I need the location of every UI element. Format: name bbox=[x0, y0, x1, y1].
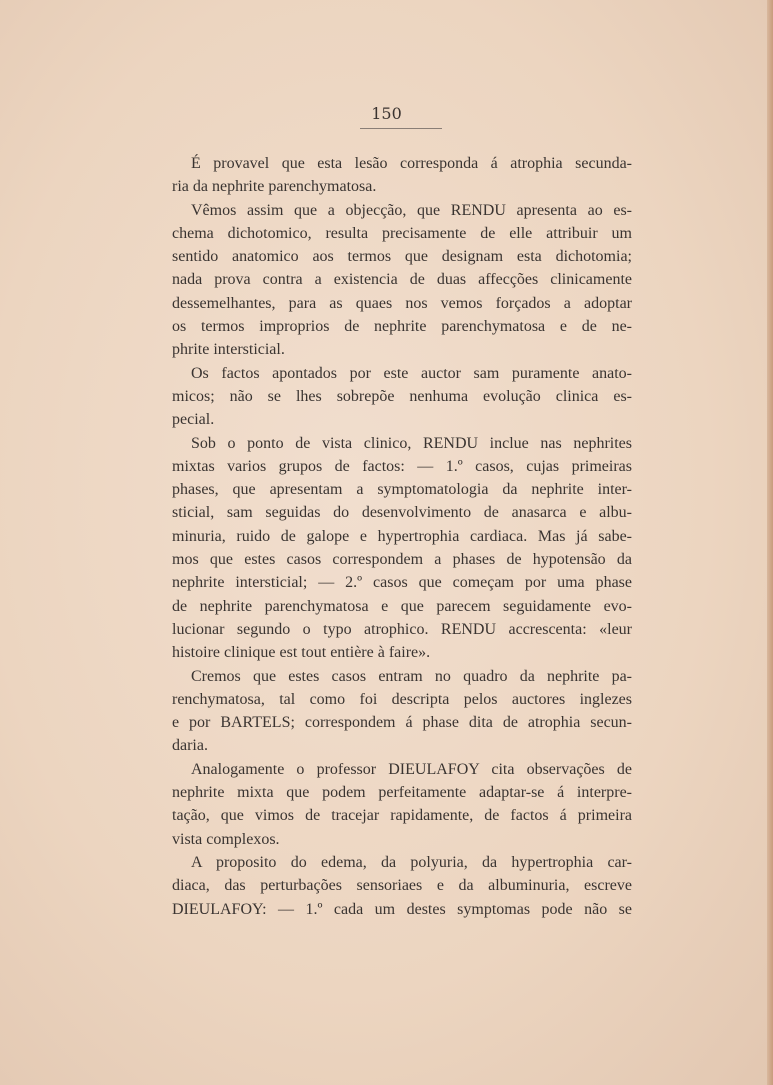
page-number-rule bbox=[360, 128, 442, 129]
text-line: dessemelhantes, para as quaes nos vemos forçados a adoptar bbox=[172, 294, 632, 312]
text-line: mos que estes casos correspondem a phases de hypotensão da bbox=[172, 551, 632, 569]
text-line: Os factos apontados por este auctor sam puramente anato- bbox=[191, 364, 632, 382]
text-line: e por BARTELS; correspondem á phase dita de atrophia secun- bbox=[172, 714, 632, 732]
text-line: daria. bbox=[172, 737, 208, 755]
text-line: ria da nephrite parenchymatosa. bbox=[172, 178, 377, 196]
text-line: chema dichotomico, resulta precisamente de elle attribuir um bbox=[172, 224, 632, 242]
text-line: os termos improprios de nephrite parenchymatosa e de ne- bbox=[172, 318, 632, 336]
text-line: tação, que vimos de tracejar rapidamente, de factos á primeira bbox=[172, 807, 632, 825]
text-line: Analogamente o professor DIEULAFOY cita observações de bbox=[191, 760, 632, 778]
text-line: lucionar segundo o typo atrophico. RENDU accrescenta: «leur bbox=[172, 620, 632, 638]
text-line: phrite intersticial. bbox=[172, 341, 285, 359]
text-line: Vêmos assim que a objecção, que RENDU apresenta ao es- bbox=[191, 201, 632, 219]
text-line: micos; não se lhes sobrepõe nenhuma evolução clinica es- bbox=[172, 387, 632, 405]
text-line: sentido anatomico aos termos que designam esta dichotomia; bbox=[172, 248, 632, 266]
body-text bbox=[172, 152, 632, 921]
text-line: mixtas varios grupos de factos: — 1.º casos, cujas primeiras bbox=[172, 457, 632, 475]
text-line: nephrite mixta que podem perfeitamente adaptar-se á interpre- bbox=[172, 784, 632, 802]
text-line: A proposito do edema, da polyuria, da hypertrophia car- bbox=[191, 853, 632, 871]
text-line: Sob o ponto de vista clinico, RENDU inclue nas nephrites bbox=[191, 434, 632, 452]
text-line: nephrite intersticial; — 2.º casos que começam por uma phase bbox=[172, 574, 632, 592]
text-line: de nephrite parenchymatosa e que parecem seguidamente evo- bbox=[172, 597, 632, 615]
text-line: DIEULAFOY: — 1.º cada um destes symptomas pode não se bbox=[172, 900, 632, 918]
text-line: pecial. bbox=[172, 411, 215, 429]
text-line: phases, que apresentam a symptomatologia da nephrite inter- bbox=[172, 481, 632, 499]
text-line: minuria, ruido de galope e hypertrophia cardiaca. Mas já sabe- bbox=[172, 527, 632, 545]
page-edge bbox=[767, 0, 773, 1085]
text-line: histoire clinique est tout entière à faire». bbox=[172, 644, 431, 662]
text-line: renchymatosa, tal como foi descripta pelos auctores inglezes bbox=[172, 690, 632, 708]
text-line: diaca, das perturbações sensoriaes e da albuminuria, escreve bbox=[172, 877, 632, 895]
text-line: vista complexos. bbox=[172, 830, 280, 848]
text-line: Cremos que estes casos entram no quadro da nephrite pa- bbox=[191, 667, 632, 685]
text-line: É provavel que esta lesão corresponda á atrophia secunda- bbox=[191, 155, 632, 172]
page-number: 150 bbox=[371, 104, 402, 123]
text-line: nada prova contra a existencia de duas affecções clinicamente bbox=[172, 271, 632, 289]
text-line: sticial, sam seguidas do desenvolvimento de anasarca e albu- bbox=[172, 504, 632, 522]
